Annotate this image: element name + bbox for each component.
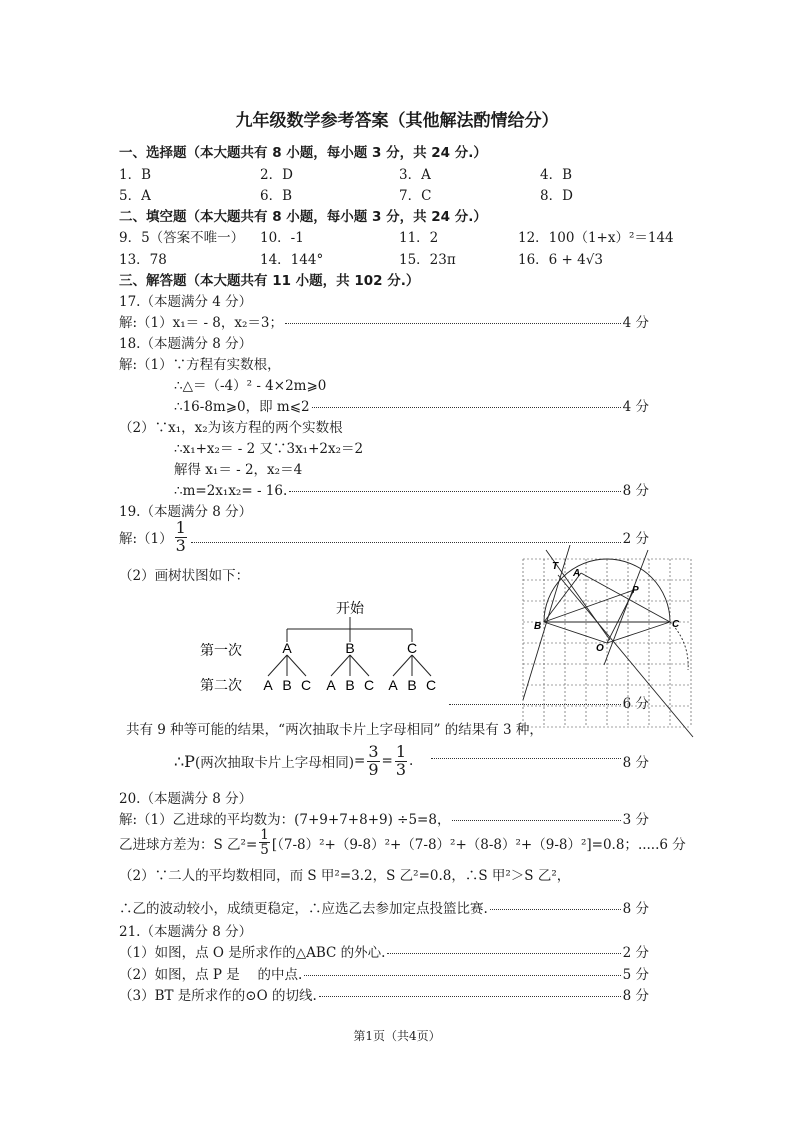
tree-l2-bb: B xyxy=(345,677,355,693)
q20-line1-text: 解:（1）乙进球的平均数为：(7+9+7+8+9) ÷5=8， xyxy=(119,812,451,828)
tree-l2-bc: C xyxy=(363,677,375,693)
answer-5: 5．A xyxy=(119,188,151,204)
section2-header: 二、填空题（本大题共有 8 小题，每小题 3 分，共 24 分.） xyxy=(119,209,487,225)
q19-f1-num: 3 xyxy=(368,742,379,761)
q19-fraction xyxy=(175,520,187,555)
q20-line2 xyxy=(119,827,686,859)
q19-score3: 8 分 xyxy=(622,755,649,772)
q19-tree-score xyxy=(447,692,649,712)
q19-f2-num: 1 xyxy=(395,742,406,761)
q18-line4: （2）∵x₁，x₂为该方程的两个实数根 xyxy=(119,420,343,436)
answer-12: 12．100（1+x）²＝144 xyxy=(518,230,674,246)
q19-score1: 2 分 xyxy=(622,531,649,548)
answer-8: 8．D xyxy=(540,188,573,204)
answer-9: 9．5（答案不唯一） xyxy=(119,230,245,246)
q19-f2-den: 3 xyxy=(395,759,406,779)
answer-6: 6．B xyxy=(260,188,293,204)
tree-l2-ac: C xyxy=(300,677,312,693)
tree-l2-cc: C xyxy=(425,677,437,693)
page-footer: 第1页（共4页） xyxy=(353,1029,441,1043)
q18-header: 18.（本题满分 8 分） xyxy=(119,336,253,352)
q20-line2-prefix: 乙进球方差为：S 乙²= xyxy=(119,836,258,853)
label-t: T xyxy=(552,561,559,572)
tree-l1-a: A xyxy=(282,640,292,656)
tree-l2-ca: A xyxy=(388,677,398,693)
label-c: C xyxy=(672,619,680,630)
answer-10: 10．-1 xyxy=(260,230,304,246)
q17-header: 17.（本题满分 4 分） xyxy=(119,294,253,310)
q21-score2: 5 分 xyxy=(622,967,649,983)
tree-l2-ab: B xyxy=(282,677,292,693)
q20-score2: .....6 分 xyxy=(637,836,686,853)
label-a: A xyxy=(573,568,581,579)
q17-line1-text: 解:（1）x₁＝ - 8，x₂＝3； xyxy=(119,315,284,331)
q20-score3: 8 分 xyxy=(622,901,649,917)
q18-line2: ∴△＝（-4）² - 4×2m⩾0 xyxy=(174,378,327,394)
q19-equals1: = xyxy=(354,753,366,770)
answer-14: 14．144° xyxy=(260,252,324,268)
answer-11: 11．2 xyxy=(399,230,439,246)
q21-line2 xyxy=(119,963,649,983)
tree-diagram xyxy=(190,595,450,700)
label-b: B xyxy=(534,621,542,632)
q17-score: 4 分 xyxy=(622,315,649,331)
q19-p-event: (两次抽取卡片上字母相同) xyxy=(194,755,354,772)
answer-16: 16．6 + 4√3 xyxy=(518,252,603,268)
q19-header: 19.（本题满分 8 分） xyxy=(119,504,253,520)
tree-l2-ba: A xyxy=(326,677,336,693)
q19-line2: （2）画树状图如下： xyxy=(119,568,250,584)
q18-score2: 8 分 xyxy=(622,483,649,499)
answer-7: 7．C xyxy=(399,188,432,204)
tree-root: 开始 xyxy=(336,600,364,616)
page-title: 九年级数学参考答案（其他解法酌情给分） xyxy=(235,111,559,131)
q20-fraction xyxy=(259,828,270,857)
q21-score1: 2 分 xyxy=(622,945,649,961)
q21-line1-text: （1）如图，点 O 是所求作的△ABC 的外心. xyxy=(119,945,386,961)
answer-2: 2．D xyxy=(260,167,293,183)
answer-15: 15．23π xyxy=(399,252,456,268)
q18-line6: 解得 x₁＝ - 2，x₂＝4 xyxy=(174,462,303,478)
q19-period: . xyxy=(409,753,414,770)
q19-equals2: = xyxy=(381,753,393,770)
q20-line2-rest: [（7-8）²+（9-8）²+（7-8）²+（8-8）²+（9-8）²]=0.8； xyxy=(271,836,638,853)
section3-header: 三、解答题（本大题共有 11 小题，共 102 分.） xyxy=(119,273,420,289)
q19-frac-3-9 xyxy=(367,744,379,779)
q18-line1: 解:（1）∵方程有实数根， xyxy=(119,357,281,373)
q21-line1 xyxy=(119,941,649,961)
tree-l2-aa: A xyxy=(263,677,273,693)
q18-line3 xyxy=(174,395,649,415)
tree-l1-b: B xyxy=(345,640,355,656)
tree-l1-c: C xyxy=(406,640,418,656)
q19-frac-num: 1 xyxy=(175,518,186,537)
q18-line7 xyxy=(174,479,649,499)
q18-score1: 4 分 xyxy=(622,399,649,415)
q19-line1-prefix: 解:（1） xyxy=(119,531,173,548)
geometry-figure xyxy=(518,545,696,743)
q19-f1-den: 9 xyxy=(368,759,379,779)
q20-line4 xyxy=(119,897,649,917)
tree-row2-label: 第二次 xyxy=(200,677,242,693)
label-o: O xyxy=(596,643,604,654)
q20-line3: （2）∵二人的平均数相同，而 S 甲²=3.2，S 乙²=0.8，∴S 甲²＞S 乙²， xyxy=(119,868,571,884)
q21-line3-text: （3）BT 是所求作的⊙O 的切线. xyxy=(119,988,317,1004)
q20-line1 xyxy=(119,808,649,828)
q20-frac-den: 5 xyxy=(260,842,269,859)
q20-line4-text: ∴乙的波动较小，成绩更稳定，∴应选乙去参加定点投篮比赛. xyxy=(119,901,488,917)
q20-score1: 3 分 xyxy=(622,812,649,828)
q19-p-symbol: ∴P xyxy=(174,751,195,771)
q21-line3 xyxy=(119,984,649,1004)
answer-3: 3．A xyxy=(399,167,431,183)
q18-line3-text: ∴16-8m⩾0，即 m⩽2 xyxy=(174,399,310,415)
q19-frac-den: 3 xyxy=(175,535,186,555)
q21-line2-text: （2）如图，点 P 是 的中点. xyxy=(119,967,303,983)
answer-1: 1．B xyxy=(119,167,152,183)
q20-frac-num: 1 xyxy=(260,827,269,843)
q19-line3: 共有 9 种等可能的结果，“两次抽取卡片上字母相同” 的结果有 3 种， xyxy=(126,722,543,738)
tree-l2-cb: B xyxy=(407,677,417,693)
q18-line5: ∴x₁+x₂＝ - 2 又∵3x₁+2x₂＝2 xyxy=(174,441,364,457)
tree-row1-label: 第一次 xyxy=(200,642,242,658)
q21-score3: 8 分 xyxy=(622,988,649,1004)
section1-header: 一、选择题（本大题共有 8 小题，每小题 3 分，共 24 分.） xyxy=(119,145,487,161)
q19-frac-1-3 xyxy=(395,744,407,779)
answer-13: 13．78 xyxy=(119,252,167,268)
q19-score2: 6 分 xyxy=(622,696,649,712)
q19-line4 xyxy=(174,744,649,779)
q17-line1 xyxy=(119,311,649,331)
q18-line7-text: ∴m=2x₁x₂= - 16. xyxy=(174,483,288,499)
label-p: P xyxy=(632,585,639,596)
q20-header: 20.（本题满分 8 分） xyxy=(119,791,253,807)
q21-header: 21.（本题满分 8 分） xyxy=(119,924,253,940)
answer-4: 4．B xyxy=(540,167,573,183)
